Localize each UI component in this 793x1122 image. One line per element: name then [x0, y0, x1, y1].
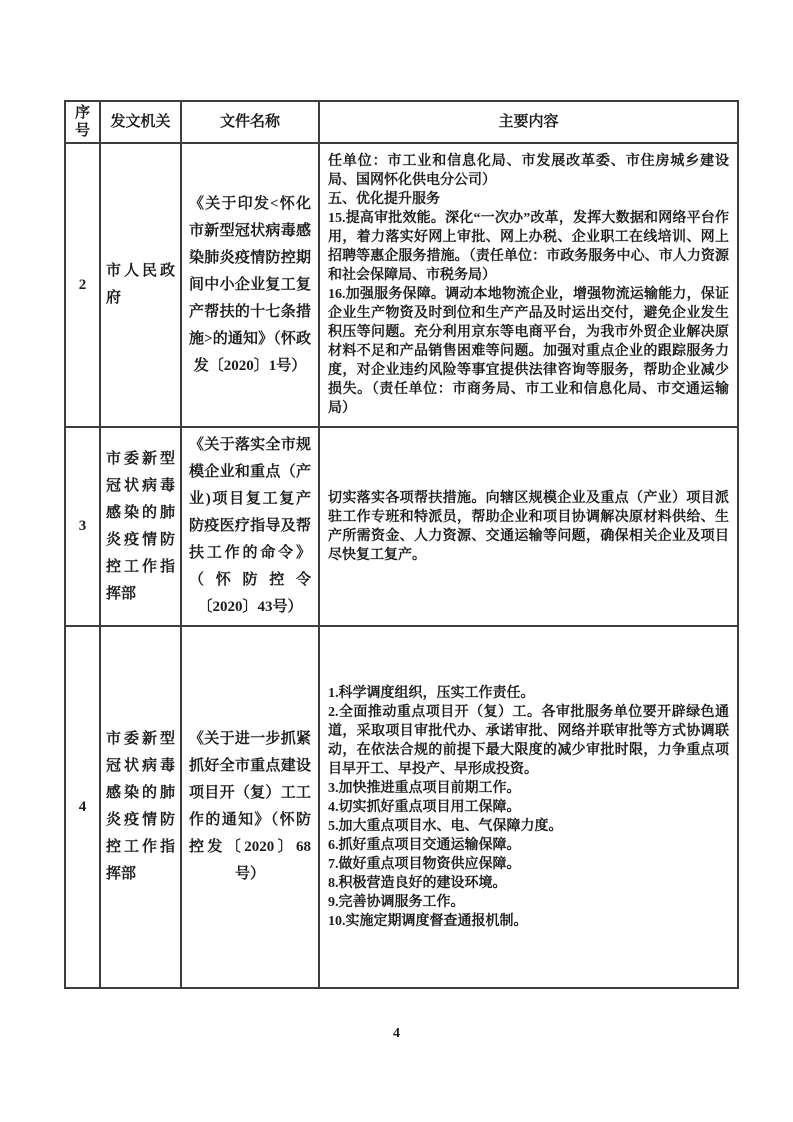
table-header-row: [65, 101, 738, 143]
issuing-agency: 市人民政府: [100, 143, 181, 427]
content-paragraph: 8.积极营造良好的建设环境。: [328, 875, 507, 891]
header-cell-no: 序号: [65, 101, 100, 143]
content-paragraph: 5.加大重点项目水、电、气保障力度。: [328, 818, 563, 834]
content-paragraph: 15.提高审批效能。深化“一次办”改革，发挥大数据和网络平台作用，着力落实好网上审批、网上办税、企业职工在线培训、网上招聘等惠企服务措施。（责任单位：市政务服务中心、市人力资源和社会保障局、市税务局）: [328, 211, 729, 283]
content-paragraph: 9.完善协调服务工作。: [328, 894, 465, 910]
content-paragraph: 7.做好重点项目物资供应保障。: [328, 856, 521, 872]
header-cell-agency: 发文机关: [100, 101, 181, 143]
content-paragraph: 1.科学调度组织，压实工作责任。: [328, 685, 535, 701]
header-cell-content: 主要内容: [319, 101, 738, 143]
row-number: 3: [65, 427, 100, 626]
main-content-cell: [319, 427, 738, 626]
header-cell-doc-name: 文件名称: [181, 101, 319, 143]
row-number: 4: [65, 626, 100, 988]
content-paragraph: 切实落实各项帮扶措施。向辖区规模企业及重点（产业）项目派驻工作专班和特派员，帮助企业和项目协调解决原材料供给、生产所需资金、人力资源、交通运输等问题，确保相关企业及项目尽快复工复产。: [328, 490, 729, 563]
page-number: 4: [393, 1026, 400, 1041]
document-name: 《关于印发<怀化市新型冠状病毒感染肺炎疫情防控期间中小企业复工复产帮扶的十七条措施>的通知》（怀政发〔2020〕1号）: [181, 143, 319, 427]
table-row: [65, 626, 738, 988]
main-content-cell: [319, 626, 738, 988]
content-paragraph: 3.加快推进重点项目前期工作。: [328, 780, 521, 796]
content-paragraph: 五、优化提升服务: [328, 192, 440, 207]
content-paragraph: 任单位：市工业和信息化局、市发展改革委、市住房城乡建设局、国网怀化供电分公司）: [328, 154, 729, 188]
content-paragraph: 2.全面推动重点项目开（复）工。各审批服务单位要开辟绿色通道，采取项目审批代办、承诺审批、网络并联审批等方式协调联动，在依法合规的前提下最大限度的减少审批时限，力争重点项目早开工、早投产、早形成投资。: [328, 704, 729, 777]
document-name: 《关于进一步抓紧抓好全市重点建设项目开（复）工工作的通知》（怀防控发〔2020〕68号）: [181, 626, 319, 988]
issuing-agency: 市委新型冠状病毒感染的肺炎疫情防控工作指挥部: [100, 626, 181, 988]
document-name: 《关于落实全市规模企业和重点（产业)项目复工复产防疫医疗指导及帮扶工作的命令》（怀防控令〔2020〕43号）: [181, 427, 319, 626]
table-row: [65, 427, 738, 626]
policy-document-table: [64, 100, 739, 989]
row-number: 2: [65, 143, 100, 427]
content-paragraph: 6.抓好重点项目交通运输保障。: [328, 837, 521, 853]
table-row: [65, 143, 738, 427]
content-paragraph: 16.加强服务保障。调动本地物流企业，增强物流运输能力，保证企业生产物资及时到位和生产产品及时运出交付，避免企业发生积压等问题。充分利用京东等电商平台，为我市外贸企业解决原材料不足和产品销售困难等问题。加强对重点企业的跟踪服务力度，对企业违约风险等事宜提供法律咨询等服务，帮助企业减少损失。（责任单位：市商务局、市工业和信息化局、市交通运输局）: [328, 287, 729, 416]
issuing-agency: 市委新型冠状病毒感染的肺炎疫情防控工作指挥部: [100, 427, 181, 626]
content-paragraph: 4.切实抓好重点项目用工保障。: [328, 799, 521, 815]
main-content-cell: [319, 143, 738, 427]
content-paragraph: 10.实施定期调度督查通报机制。: [328, 913, 528, 929]
